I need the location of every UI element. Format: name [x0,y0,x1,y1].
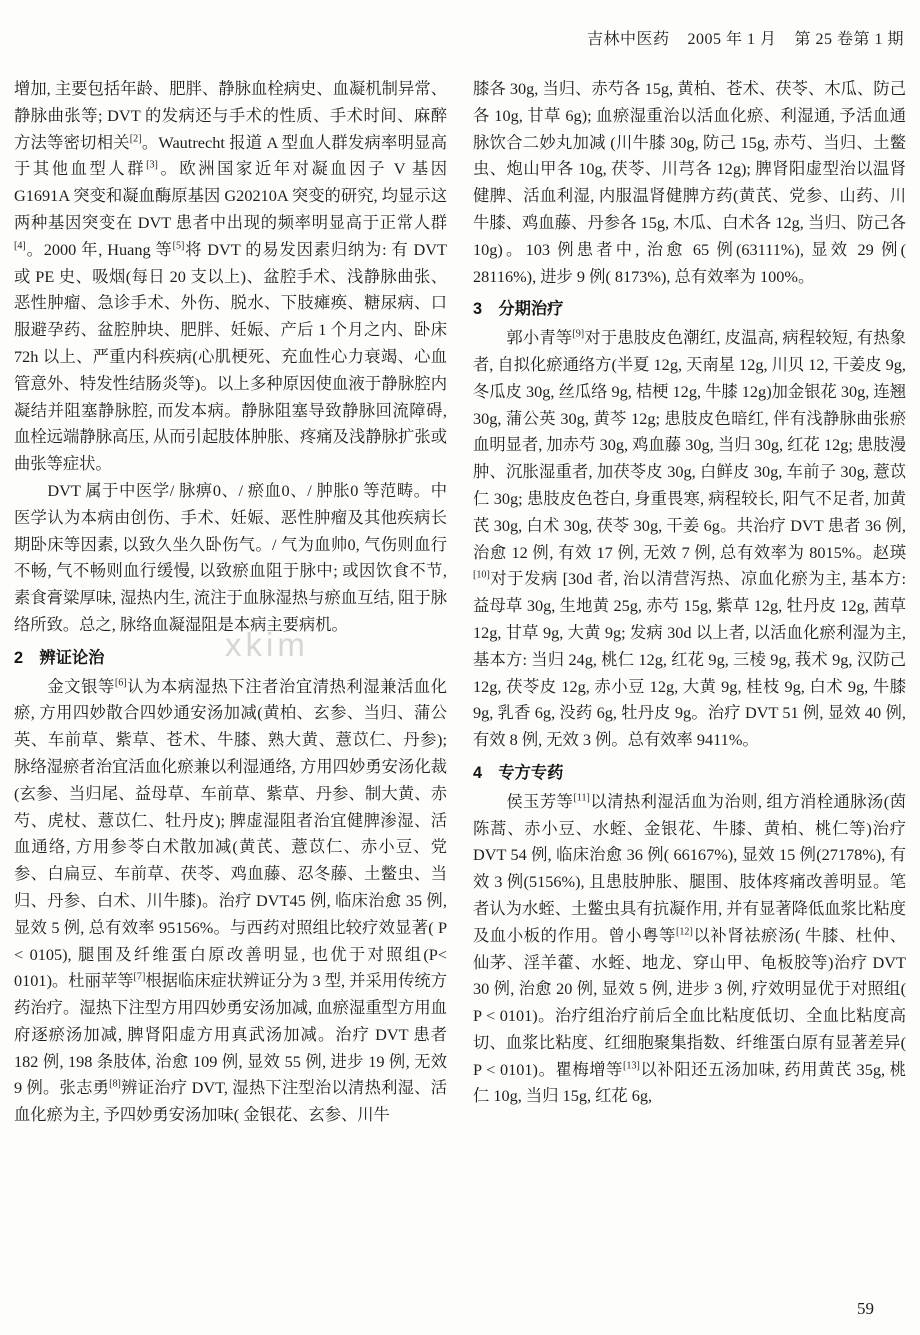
section-heading: 4 专方专药 [473,763,564,782]
paragraph: 金文银等[6]认为本病湿热下注者治宜清热利湿兼活血化瘀, 方用四妙散合四妙通安汤加减(黄柏、玄参、当归、蒲公英、车前草、紫草、苍术、牛膝、熟大黄、薏苡仁、丹参); 脉络湿瘀者治宜活血化瘀兼以利湿通络, 方用四妙勇安汤化裁(玄参、当归尾、益母草、车前草、紫草、丹参、制大黄、赤芍、虎杖、薏苡仁、牡丹皮); 脾虚湿阻者治宜健脾渗湿、活血通络, 方用参苓白术散加减(黄芪、薏苡仁、赤小豆、党参、白扁豆、车前草、茯苓、鸡血藤、忍冬藤、土鳖虫、当归、丹参、白术、川牛膝)。治疗 DVT45 例, 临床治愈 35 例, 显效 5 例, 总有效率 95156%。与西药对照组比较疗效显著( P < 0105), 腿围及纤维蛋白原改善明显, 也优于对照组(P< 0101)。杜丽苹等[7]根据临床症状辨证分为 3 型, 并采用传统方药治疗。湿热下注型方用四妙勇安汤加减, 血瘀湿重型方用血府逐瘀汤加减, 脾肾阳虚方用真武汤加减。治疗 DVT 患者 182 例, 198 条肢体, 治愈 109 例, 显效 55 例, 进步 19 例, 无效 9 例。张志勇[8]辨证治疗 DVT, 湿热下注型治以清热利湿、活血化瘀为主, 予四妙勇安汤加味( 金银花、玄参、川牛 [14,676,447,1125]
paragraph: 郭小青等[9]对于患肢皮色潮红, 皮温高, 病程较短, 有热象者, 自拟化瘀通络方(半夏 12g, 天南星 12g, 川贝 12, 干姜皮 9g, 冬瓜皮 30g, 丝瓜络 9g, 桔梗 12g, 牛膝 12g)加金银花 30g, 连翘 30g, 蒲公英 30g, 黄芩 12g; 患肢皮色暗红, 伴有浅静脉曲张瘀血明显者, 加赤芍 30g, 鸡血藤 30g, 当归 30g, 红花 12g; 患肢漫肿、沉胀湿重者, 加茯苓皮 30g, 白鲜皮 30g, 车前子 30g, 薏苡仁 30g; 患肢皮色苍白, 身重畏寒, 病程较长, 阳气不足者, 加黄芪 30g, 白术 30g, 茯苓 30g, 干姜 6g。共治疗 DVT 患者 36 例, 治愈 12 例, 有效 17 例, 无效 7 例, 总有效率为 8015%。赵瑛[10]对于发病 [30d 者, 治以清营泻热、凉血化瘀为主, 基本方: 益母草 30g, 生地黄 25g, 赤芍 15g, 紫草 12g, 牡丹皮 12g, 茜草 12g, 甘草 9g, 大黄 9g; 发病 30d 以上者, 以活血化瘀利湿为主, 基本方: 当归 24g, 桃仁 12g, 红花 9g, 三棱 9g, 莪术 9g, 汉防己 12g, 茯苓皮 12g, 赤小豆 12g, 大黄 9g, 桂枝 9g, 白术 9g, 牛膝 9g, 乳香 6g, 没药 6g, 牡丹皮 9g。治疗 DVT 51 例, 显效 40 例, 有效 8 例, 无效 3 例。总有效率 9411%。 [473,328,906,750]
watermark: xkim [225,626,309,663]
right-column [473,76,906,1129]
section-heading: 3 分期治疗 [473,300,564,319]
paragraph: 增加, 主要包括年龄、肥胖、静脉血栓病史、血凝机制异常、静脉曲张等; DVT 的发病还与手术的性质、手术时间、麻醉方法等密切相关[2]。Wautrecht 报道 A 型血人群发病率明显高于其他血型人群[3]。欧洲国家近年对凝血因子 V 基因 G1691A 突变和凝血酶原基因 G20210A 突变的研究, 均显示这两种基因突变在 DVT 患者中出现的频率明显高于正常人群[4]。2000 年, Huang 等[5]将 DVT 的易发因素归纳为: 有 DVT 或 PE 史、吸烟(每日 20 支以上)、盆腔手术、浅静脉曲张、恶性肿瘤、急诊手术、外伤、脱水、下肢瘫痪、糖尿病、口服避孕药、盆腔肿块、肥胖、妊娠、产后 1 个月之内、卧床 72h 以上、严重内科疾病(心肌梗死、充血性心力衰竭、心血管意外、特发性结肠炎等)。以上多种原因使血液于静脉腔内凝结并阻塞静脉腔, 而发本病。静脉阻塞导致静脉回流障碍, 血栓远端静脉高压, 从而引起肢体肿胀、疼痛及浅静脉扩张或曲张等症状。 [14,79,447,474]
paragraph: DVT 属于中医学/ 脉痹0、/ 瘀血0、/ 肿胀0 等范畴。中医学认为本病由创伤、手术、妊娠、恶性肿瘤及其他疾病长期卧床等因素, 以致久坐久卧伤气。/ 气为血帅0, 气伤则血行不畅, 气不畅则血行缓慢, 以致瘀血阻于脉中; 或因饮食不节, 素食膏粱厚味, 湿热内生, 流注于血脉湿热与瘀血互结, 阻于脉络所致。总之, 脉络血凝湿阻是本病主要病机。 [14,480,447,634]
page-number: 59 [857,1299,874,1318]
paragraph: 侯玉芳等[11]以清热利湿活血为治则, 组方消栓通脉汤(茵陈蒿、赤小豆、水蛭、金银花、牛膝、黄柏、桃仁等)治疗 DVT 54 例, 临床治愈 36 例( 66167%), 显效 15 例(27178%), 有效 3 例(5156%), 且患肢肿胀、腿围、肢体疼痛改善明显。笔者认为水蛭、土鳖虫具有抗凝作用, 并有显著降低血浆比粘度及血小板的作用。曾小粤等[12]以补肾祛瘀汤( 牛膝、杜仲、仙茅、淫羊藿、水蛭、地龙、穿山甲、龟板胶等)治疗 DVT 30 例, 治愈 20 例, 显效 5 例, 进步 3 例, 疗效明显优于对照组( P < 0101)。治疗组治疗前后全血比粘度低切、全血比粘度高切、血浆比粘度、红细胞聚集指数、纤维蛋白原有显著差异( P < 0101)。瞿梅增等[13]以补阳还五汤加味, 药用黄芪 35g, 桃仁 10g, 当归 15g, 红花 6g, [473,791,906,1106]
left-column [14,76,447,1129]
section-heading: 2 辨证论治 [14,648,105,667]
article-body [14,76,906,1129]
paragraph: 膝各 30g, 当归、赤芍各 15g, 黄柏、苍术、茯苓、木瓜、防己各 10g, 甘草 6g); 血瘀湿重治以活血化瘀、利湿通, 予活血通脉饮合二妙丸加减 (川牛膝 30g, 防己 15g, 赤芍、当归、土鳖虫、炮山甲各 10g, 茯苓、川芎各 12g); 脾肾阳虚型治以温肾健脾、活血利湿, 内服温肾健脾方药(黄芪、党参、山药、川牛膝、鸡血藤、丹参各 15g, 木瓜、白术各 12g, 当归、防己各 10g)。103 例患者中, 治愈 65 例(63111%), 显效 29 例( 28116%), 进步 9 例( 8173%), 总有效率为 100%。 [473,79,906,286]
journal-header: 吉林中医药 2005 年 1 月 第 25 卷第 1 期 [586,31,904,48]
